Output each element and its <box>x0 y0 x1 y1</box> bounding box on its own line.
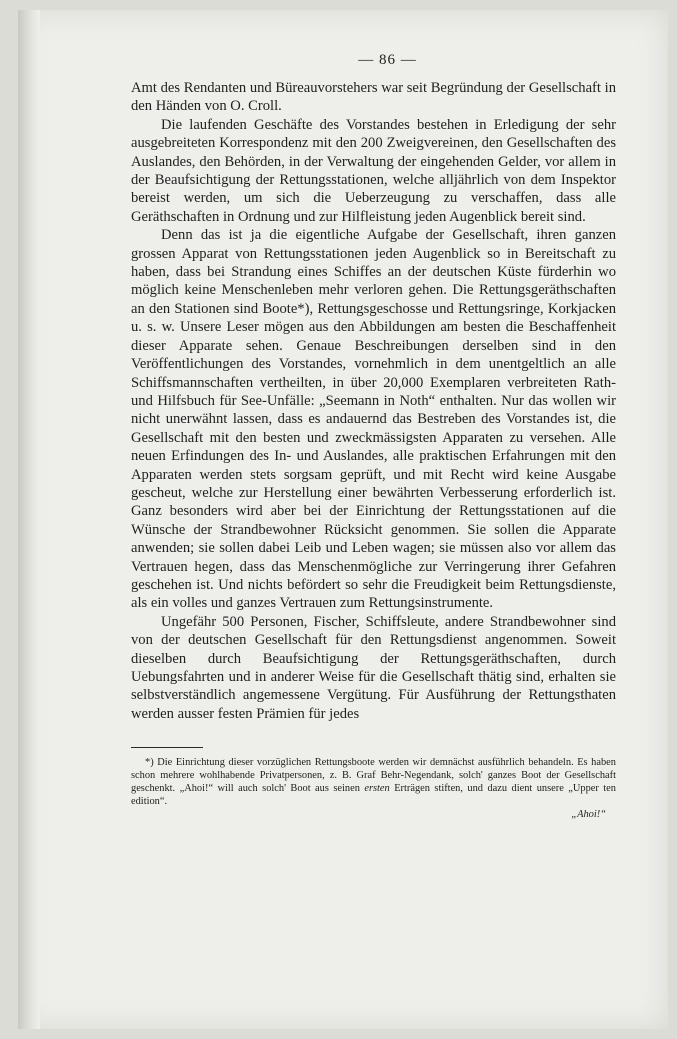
footnote-emphasis: ersten <box>364 783 390 795</box>
page-binding-edge <box>18 10 40 1029</box>
footnote-text-end: Erträgen stiften, und dazu dient unsere „Upper ten edition“. <box>131 783 616 808</box>
paragraph-2: Die laufenden Geschäfte des Vorstandes bestehen in Erledigung der sehr ausgebreiteten Korrespondenz mit den 200 Zweigvereinen, den Gesellschaften des Auslandes, den Behörden, in der Verwaltung der eingehenden Gelder, vor allem in der Beaufsichtigung der Rettungsstationen, welche alljährlich von dem Inspektor bereist werden, um sich die Ueberzeugung zu verschaffen, dass alle Geräthschaften in Ordnung und zur Hilfleistung jeden Augenblick bereit sind. <box>131 116 616 225</box>
footnote-signature: „Ahoi!“ <box>571 809 606 821</box>
paragraph-1: Amt des Rendanten und Büreauvorstehers war seit Begründung der Gesellschaft in den Händen von O. Croll. <box>131 80 616 115</box>
footnote-separator <box>131 747 203 748</box>
paragraph-3: Denn das ist ja die eigentliche Aufgabe der Gesellschaft, ihren ganzen grossen Apparat von Rettungsstationen jeden Augenblick so in Bereitschaft zu haben, dass bei Strandung eines Schiffes an der deutschen Küste fürderhin wo möglich keine Menschenleben mehr verloren gehen. Die Rettungsgeräthschaften an den Stationen sind Boote*), Rettungsgeschosse und Rettungsringe, Korkjacken u. s. w. Unsere Leser mögen aus den Abbildungen am besten die Beschaffenheit dieser Apparate sehen. Genaue Beschreibungen derselben sind in den Veröffentlichungen des Vorstandes, vornehmlich in dem unentgeltlich an alle Schiffsmannschaften vertheilten, in über 20,000 Exemplaren verbreiteten Rath- und Hilfsbuch für See-Unfälle: „Seemann in Noth“ enthalten. Nur das wollen wir nicht unerwähnt lassen, dass es andauernd das Bestreben des Vorstandes ist, die Gesellschaft mit den besten und zweckmässigsten Apparaten zu versehen. Alle neuen Erfindungen des In- und Auslandes, alle praktischen Erfahrungen mit den Apparaten werden stets sorgsam geprüft, und mit Recht wird keine Ausgabe gescheut, welche zur Herstellung einer bewährten Verbesserung erforderlich ist. Ganz besonders wird aber bei der Einrichtung der Rettungsstationen auf die Wünsche der Strandbewohner Rücksicht genommen. Sie sollen die Apparate anwenden; sie sollen dabei Leib und Leben wagen; sie müssen also vor allem das Vertrauen hegen, dass das Menschenmögliche zur Verringerung ihrer Gefahren geschehen ist. Und nichts befördert so sehr die Freudigkeit beim Rettungsdienste, als ein volles und ganzes Vertrauen zum Rettungsinstrumente. <box>131 227 616 612</box>
footnote-text-start: *) Die Einrichtung dieser vorzüglichen Rettungsboote werden wir demnächst ausführlich behandeln. Es haben schon mehrere wohlhabende Privatpersonen, z. B. Graf Behr-Negendank, solch' ganzes Boot der Gesellschaft geschenkt. „Ahoi!“ will auch solch' Boot aus seinen <box>131 757 616 795</box>
paragraph-4: Ungefähr 500 Personen, Fischer, Schiffsleute, andere Strandbewohner sind von der deutschen Gesellschaft für den Rettungsdienst angenommen. Soweit dieselben durch Beaufsichtigung der Rettungsgeräthschaften, durch Uebungsfahrten und in anderer Weise für die Gesellschaft thätig sind, erhalten sie selbstverständlich angemessene Vergütung. Für Ausführung der Rettungsthaten werden ausser festen Prämien für jedes <box>131 613 616 722</box>
page-content <box>131 52 616 821</box>
page-number: — 86 — <box>358 52 417 68</box>
footnote <box>131 756 616 808</box>
